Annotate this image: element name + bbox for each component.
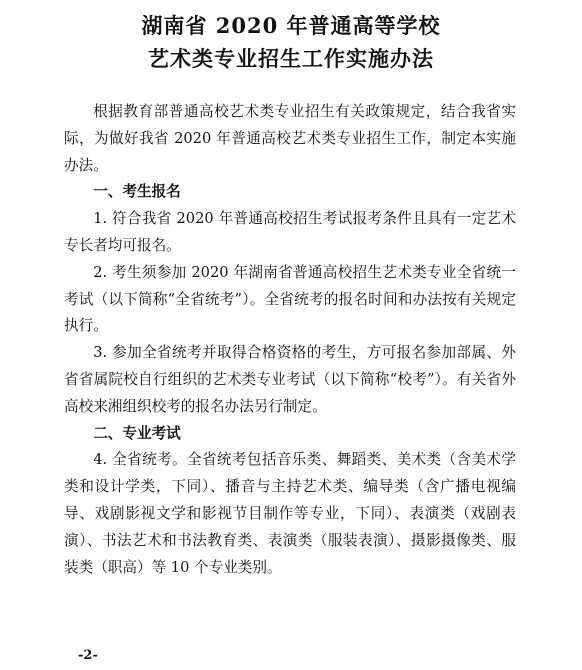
intro-paragraph: 根据教育部普通高校艺术类专业招生有关政策规定，结合我省实际，为做好我省 2020 年普通高校艺术类专业招生工作，制定本实施办法。 [64, 103, 516, 174]
document-body [64, 99, 516, 581]
page-number: -2- [78, 648, 98, 663]
document-title-line-2: 艺术类专业招生工作实施办法 [148, 46, 434, 71]
section-heading-exam: 二、专业考试 [93, 424, 181, 442]
paragraph-item-3: 3. 参加全省统考并取得合格资格的考生，方可报名参加部属、外省省属院校自行组织的艺术类专业考试（以下简称“校考”）。有关省外高校来湘组织校考的报名办法另行制定。 [64, 344, 516, 415]
section-heading-registration: 一、考生报名 [93, 183, 181, 201]
document-title-line-1: 湖南省 2020 年普通高等学校 [141, 13, 441, 38]
paragraph-item-4: 4. 全省统考。全省统考包括音乐类、舞蹈类、美术类（含美术学类和设计学类，下同）、播音与主持艺术类、编导类（含广播电视编导、戏剧影视文学和影视节目制作等专业，下同）、表演类（戏剧表演）、书法艺术和书法教育类、表演类（服装表演）、摄影摄像类、服装类（职高）等 10 个专业类别。 [64, 451, 516, 576]
paragraph-item-1: 1. 符合我省 2020 年普通高校招生考试报考条件且具有一定艺术专长者均可报名。 [64, 210, 516, 254]
paragraph-item-2: 2. 考生须参加 2020 年湖南省普通高校招生艺术类专业全省统一考试（以下简称“全省统考”）。全省统考的报名时间和办法按有关规定执行。 [64, 263, 516, 335]
